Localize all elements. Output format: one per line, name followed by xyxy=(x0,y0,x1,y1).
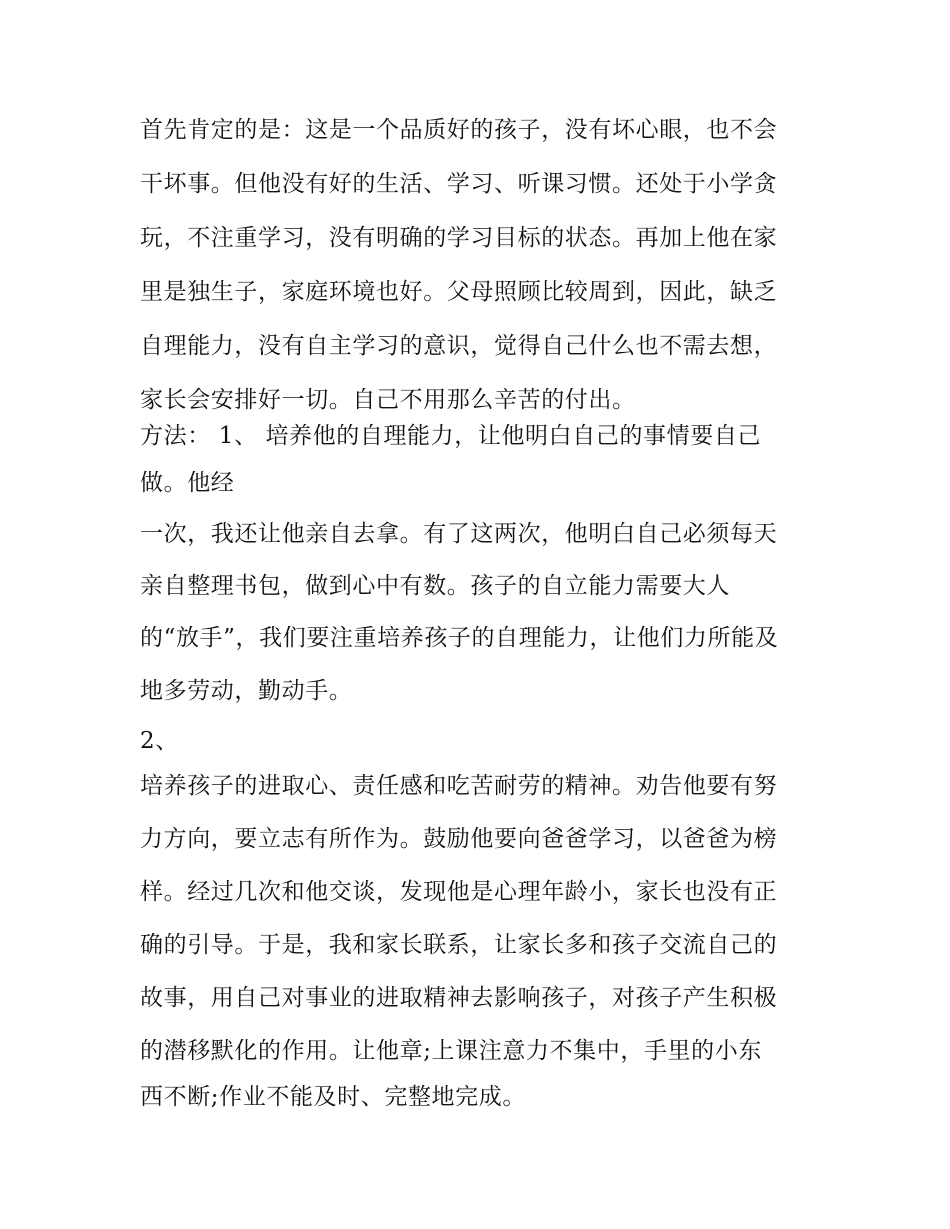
text-line-1: 首先肯定的是：这是一个品质好的孩子，没有坏心眼，也不会 xyxy=(140,117,778,143)
text-line-12: 地多劳动，勤动手。 xyxy=(140,678,353,704)
text-line-17: 确的引导。于是，我和家长联系，让家长多和孩子交流自己的 xyxy=(140,932,778,958)
text-line-9: 一次，我还让他亲自去拿。有了这两次，他明白自己必须每天 xyxy=(140,521,778,547)
text-line-2: 干坏事。但他没有好的生活、学习、听课习惯。还处于小学贪 xyxy=(140,171,778,197)
text-line-10: 亲自整理书包，做到心中有数。孩子的自立能力需要大人 xyxy=(140,573,730,599)
text-line-13: 2、 xyxy=(140,728,179,754)
text-line-14: 培养孩子的进取心、责任感和吃苦耐劳的精神。劝告他要有努 xyxy=(140,773,778,799)
text-line-11: 的“放手”，我们要注重培养孩子的自理能力，让他们力所能及 xyxy=(140,625,779,651)
text-line-15: 力方向，要立志有所作为。鼓励他要向爸爸学习，以爸爸为榜 xyxy=(140,826,778,852)
text-line-8: 做。他经 xyxy=(140,470,235,496)
text-line-6: 家长会安排好一切。自己不用那么辛苦的付出。 xyxy=(140,387,636,413)
text-line-16: 样。经过几次和他交谈，发现他是心理年龄小，家长也没有正 xyxy=(140,879,778,905)
text-line-18: 故事，用自己对事业的进取精神去影响孩子，对孩子产生积极 xyxy=(140,985,778,1011)
text-line-7: 方法： 1、 培养他的自理能力，让他明白自己的事情要自己 xyxy=(140,423,762,449)
text-line-4: 里是独生子，家庭环境也好。父母照顾比较周到，因此，缺乏 xyxy=(140,279,778,305)
text-line-19: 的潜移默化的作用。让他章;上课注意力不集中，手里的小东 xyxy=(140,1038,762,1064)
text-line-3: 玩，不注重学习，没有明确的学习目标的状态。再加上他在家 xyxy=(140,225,778,251)
text-line-20: 西不断;作业不能及时、完整地完成。 xyxy=(140,1084,526,1110)
text-line-5: 自理能力，没有自主学习的意识，觉得自己什么也不需去想， xyxy=(140,333,778,359)
